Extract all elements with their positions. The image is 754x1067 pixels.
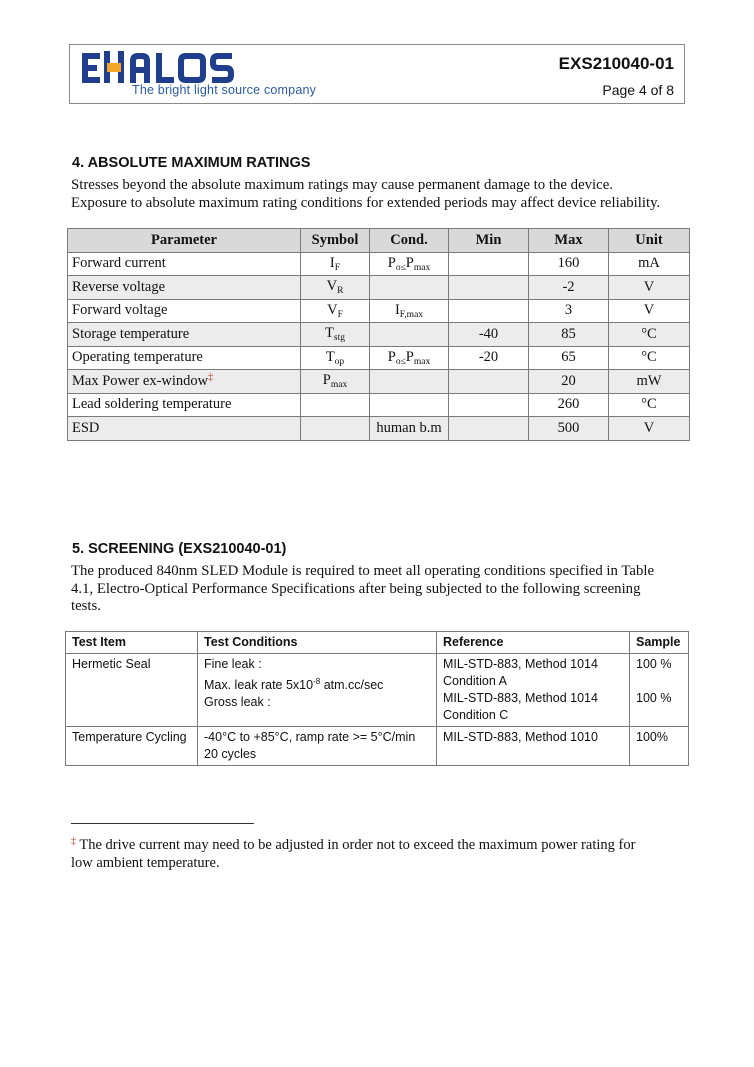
max-cell: 500 <box>529 417 609 441</box>
min-cell: -20 <box>449 346 529 370</box>
max-cell: -2 <box>529 276 609 300</box>
table-row <box>66 727 689 766</box>
param-cell: Forward voltage <box>68 299 301 323</box>
unit-cell: °C <box>609 346 690 370</box>
table-row <box>68 370 690 394</box>
page-header <box>69 44 685 104</box>
param-cell: Max Power ex-window‡ <box>68 370 301 394</box>
table-row <box>66 654 689 727</box>
unit-cell: V <box>609 417 690 441</box>
section-4-heading: 4. ABSOLUTE MAXIMUM RATINGS <box>72 155 311 171</box>
cond-cell: $P_{o\le}P_{max}$ <box>370 252 449 276</box>
min-cell: -40 <box>449 323 529 347</box>
intro-line: 4.1, Electro-Optical Performance Specifications after being subjected to the following screening <box>71 580 641 597</box>
test-item-cell: Hermetic Seal <box>66 654 198 727</box>
unit-cell: V <box>609 299 690 323</box>
cond-cell: $P_{o\le}P_{max}$ <box>370 346 449 370</box>
param-cell: Lead soldering temperature <box>68 393 301 417</box>
symbol-cell: $T_{stg}$ <box>301 323 370 347</box>
table-row <box>68 393 690 417</box>
max-cell: 65 <box>529 346 609 370</box>
min-cell <box>449 276 529 300</box>
unit-cell: mA <box>609 252 690 276</box>
screening-table <box>65 631 689 766</box>
param-cell: Operating temperature <box>68 346 301 370</box>
col-header-min: Min <box>449 229 529 253</box>
intro-line: The produced 840nm SLED Module is required to meet all operating conditions specified in Table <box>71 563 655 579</box>
footnote-marker: ‡ <box>208 372 214 384</box>
test-item-cell: Temperature Cycling <box>66 727 198 766</box>
col-header-max: Max <box>529 229 609 253</box>
col-header-symbol: Symbol <box>301 229 370 253</box>
unit-cell: °C <box>609 393 690 417</box>
param-cell: Storage temperature <box>68 323 301 347</box>
logo-tagline: The bright light source company <box>132 83 317 97</box>
document-id: EXS210040-01 <box>558 54 674 73</box>
param-cell: Reverse voltage <box>68 276 301 300</box>
col-header-unit: Unit <box>609 229 690 253</box>
page-number: Page 4 of 8 <box>602 82 674 98</box>
max-cell: 85 <box>529 323 609 347</box>
col-header-sample: Sample <box>630 632 689 654</box>
cond-cell: $I_{F,max}$ <box>370 299 449 323</box>
test-conditions-cell: -40°C to +85°C, ramp rate >= 5°C/min 20 cycles <box>198 727 437 766</box>
cond-cell <box>370 393 449 417</box>
footnote-marker: ‡ <box>71 836 76 847</box>
unit-cell: mW <box>609 370 690 394</box>
table-row <box>68 299 690 323</box>
max-cell: 260 <box>529 393 609 417</box>
absolute-max-ratings-table <box>67 228 690 441</box>
max-cell: 20 <box>529 370 609 394</box>
col-header-test-conditions: Test Conditions <box>198 632 437 654</box>
unit-cell: V <box>609 276 690 300</box>
sample-cell: 100% <box>630 727 689 766</box>
col-header-cond: Cond. <box>370 229 449 253</box>
symbol-cell <box>301 393 370 417</box>
section-4-intro <box>71 177 691 212</box>
cond-cell <box>370 276 449 300</box>
max-cell: 160 <box>529 252 609 276</box>
table-row <box>68 417 690 441</box>
intro-line: Stresses beyond the absolute maximum ratings may cause permanent damage to the device. <box>71 177 613 193</box>
col-header-test-item: Test Item <box>66 632 198 654</box>
table-header-row <box>68 229 690 253</box>
cond-cell <box>370 370 449 394</box>
section-5-heading: 5. SCREENING (EXS210040-01) <box>72 541 287 557</box>
sample-cell: 100 % 100 % <box>630 654 689 727</box>
min-cell <box>449 393 529 417</box>
cond-cell: human b.m <box>370 417 449 441</box>
cond-cell <box>370 323 449 347</box>
reference-cell: MIL-STD-883, Method 1010 <box>437 727 630 766</box>
min-cell <box>449 370 529 394</box>
table-row <box>68 276 690 300</box>
table-row <box>68 323 690 347</box>
reference-cell: MIL-STD-883, Method 1014 Condition A MIL-STD-883, Method 1014 Condition C <box>437 654 630 727</box>
param-cell: ESD <box>68 417 301 441</box>
symbol-cell <box>301 417 370 441</box>
section-5-intro <box>71 563 691 616</box>
symbol-cell: $I_F$ <box>301 252 370 276</box>
min-cell <box>449 299 529 323</box>
intro-line: Exposure to absolute maximum rating conditions for extended periods may affect device reliability. <box>71 194 661 211</box>
table-row <box>68 252 690 276</box>
symbol-cell: $V_R$ <box>301 276 370 300</box>
max-cell: 3 <box>529 299 609 323</box>
col-header-reference: Reference <box>437 632 630 654</box>
symbol-cell: $T_{op}$ <box>301 346 370 370</box>
intro-line: tests. <box>71 598 102 614</box>
table-header-row <box>66 632 689 654</box>
col-header-parameter: Parameter <box>68 229 301 253</box>
footnote: ‡ The drive current may need to be adjusted in order not to exceed the maximum power rating for low ambient temperature. <box>71 836 636 871</box>
table-row <box>68 346 690 370</box>
symbol-cell: $V_F$ <box>301 299 370 323</box>
unit-cell: °C <box>609 323 690 347</box>
param-cell: Forward current <box>68 252 301 276</box>
symbol-cell: $P_{max}$ <box>301 370 370 394</box>
test-conditions-cell: Fine leak : Max. leak rate $5x10^{-8}$ atm.cc/sec Gross leak : <box>198 654 437 727</box>
min-cell <box>449 417 529 441</box>
footnote-divider <box>71 823 254 824</box>
min-cell <box>449 252 529 276</box>
